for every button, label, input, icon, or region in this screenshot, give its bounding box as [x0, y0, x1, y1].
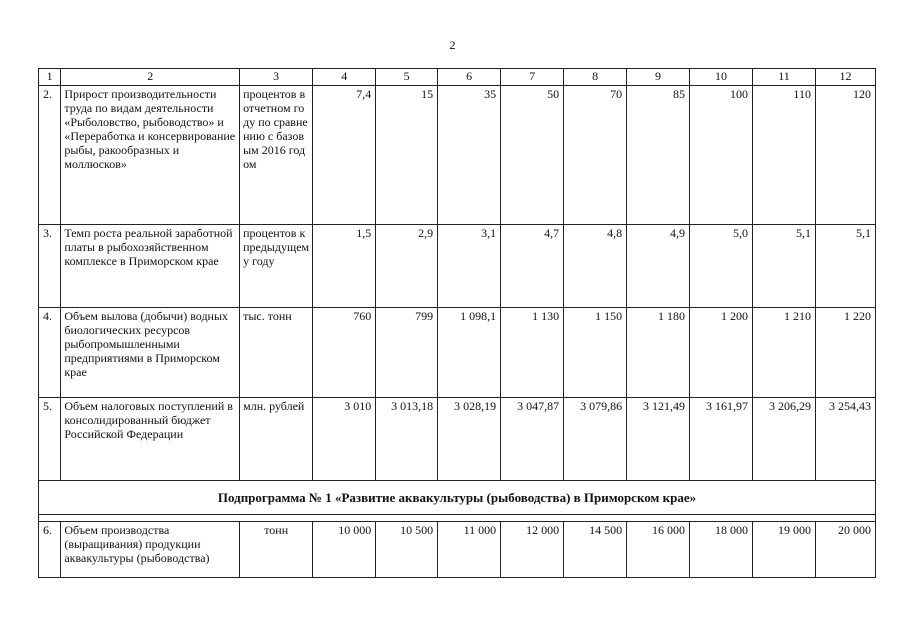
- value-cell: 5,1: [753, 225, 816, 308]
- column-number: 4: [313, 69, 376, 86]
- value-cell: 120: [815, 86, 875, 225]
- value-cell: 2,9: [376, 225, 438, 308]
- unit-cell: процентов в отчетном году по сравнению с базовым 2016 годом: [240, 86, 313, 225]
- value-cell: 3 121,49: [627, 398, 690, 481]
- value-cell: 1 150: [564, 308, 627, 398]
- value-cell: 7,4: [313, 86, 376, 225]
- value-cell: 3 206,29: [753, 398, 816, 481]
- value-cell: 1 220: [815, 308, 875, 398]
- table-row: [39, 308, 876, 398]
- row-number: 6.: [39, 522, 61, 578]
- column-number: 6: [438, 69, 501, 86]
- unit-cell: тыс. тонн: [240, 308, 313, 398]
- value-cell: 4,7: [501, 225, 564, 308]
- value-cell: 760: [313, 308, 376, 398]
- value-cell: 19 000: [753, 522, 816, 578]
- value-cell: 3 254,43: [815, 398, 875, 481]
- value-cell: 1 200: [690, 308, 753, 398]
- value-cell: 1 180: [627, 308, 690, 398]
- value-cell: 14 500: [564, 522, 627, 578]
- subprogram-title: Подпрограмма № 1 «Развитие аквакультуры (рыбоводства) в Приморском крае»: [39, 481, 876, 515]
- row-number: 3.: [39, 225, 61, 308]
- column-number: 10: [690, 69, 753, 86]
- value-cell: 18 000: [690, 522, 753, 578]
- column-number: 3: [240, 69, 313, 86]
- column-number: 1: [39, 69, 61, 86]
- value-cell: 3 013,18: [376, 398, 438, 481]
- page-number: 2: [449, 38, 456, 52]
- table-row: [39, 398, 876, 481]
- value-cell: 35: [438, 86, 501, 225]
- spacer-cell: [39, 515, 876, 522]
- value-cell: 799: [376, 308, 438, 398]
- value-cell: 50: [501, 86, 564, 225]
- row-number: 2.: [39, 86, 61, 225]
- value-cell: 16 000: [627, 522, 690, 578]
- indicator-name: Темп роста реальной заработной платы в рыбохозяйственном комплексе в Приморском крае: [61, 225, 240, 308]
- table-row: [39, 522, 876, 578]
- value-cell: 85: [627, 86, 690, 225]
- spacer-row: [39, 515, 876, 522]
- indicator-name: Объем налоговых поступлений в консолидированный бюджет Российской Федерации: [61, 398, 240, 481]
- value-cell: 1 130: [501, 308, 564, 398]
- column-number: 7: [501, 69, 564, 86]
- value-cell: 1,5: [313, 225, 376, 308]
- indicator-name: Объем вылова (добычи) водных биологических ресурсов рыбопромышленными предприятиями в Приморском крае: [61, 308, 240, 398]
- value-cell: 11 000: [438, 522, 501, 578]
- value-cell: 3,1: [438, 225, 501, 308]
- value-cell: 3 028,19: [438, 398, 501, 481]
- value-cell: 3 079,86: [564, 398, 627, 481]
- unit-cell: тонн: [240, 522, 313, 578]
- table-row: [39, 225, 876, 308]
- row-number: 5.: [39, 398, 61, 481]
- value-cell: 3 010: [313, 398, 376, 481]
- value-cell: 3 161,97: [690, 398, 753, 481]
- value-cell: 1 210: [753, 308, 816, 398]
- value-cell: 4,8: [564, 225, 627, 308]
- column-number: 2: [61, 69, 240, 86]
- value-cell: 5,0: [690, 225, 753, 308]
- subprogram-row: [39, 481, 876, 515]
- indicator-name: Прирост производительности труда по видам деятельности «Рыболовство, рыбоводство» и «Переработка и консервирование рыбы, ракообразных и моллюсков»: [61, 86, 240, 225]
- unit-cell: процентов к предыдущему году: [240, 225, 313, 308]
- column-number-row: [39, 69, 876, 86]
- value-cell: 15: [376, 86, 438, 225]
- column-number: 5: [376, 69, 438, 86]
- column-number: 12: [815, 69, 875, 86]
- column-number: 9: [627, 69, 690, 86]
- row-number: 4.: [39, 308, 61, 398]
- indicator-name: Объем производства (выращивания) продукции аквакультуры (рыбоводства): [61, 522, 240, 578]
- indicators-table: [38, 68, 876, 578]
- value-cell: 10 000: [313, 522, 376, 578]
- value-cell: 12 000: [501, 522, 564, 578]
- value-cell: 10 500: [376, 522, 438, 578]
- value-cell: 3 047,87: [501, 398, 564, 481]
- value-cell: 70: [564, 86, 627, 225]
- value-cell: 20 000: [815, 522, 875, 578]
- value-cell: 4,9: [627, 225, 690, 308]
- unit-cell: млн. рублей: [240, 398, 313, 481]
- value-cell: 1 098,1: [438, 308, 501, 398]
- column-number: 11: [753, 69, 816, 86]
- value-cell: 100: [690, 86, 753, 225]
- value-cell: 110: [753, 86, 816, 225]
- value-cell: 5,1: [815, 225, 875, 308]
- table-row: [39, 86, 876, 225]
- column-number: 8: [564, 69, 627, 86]
